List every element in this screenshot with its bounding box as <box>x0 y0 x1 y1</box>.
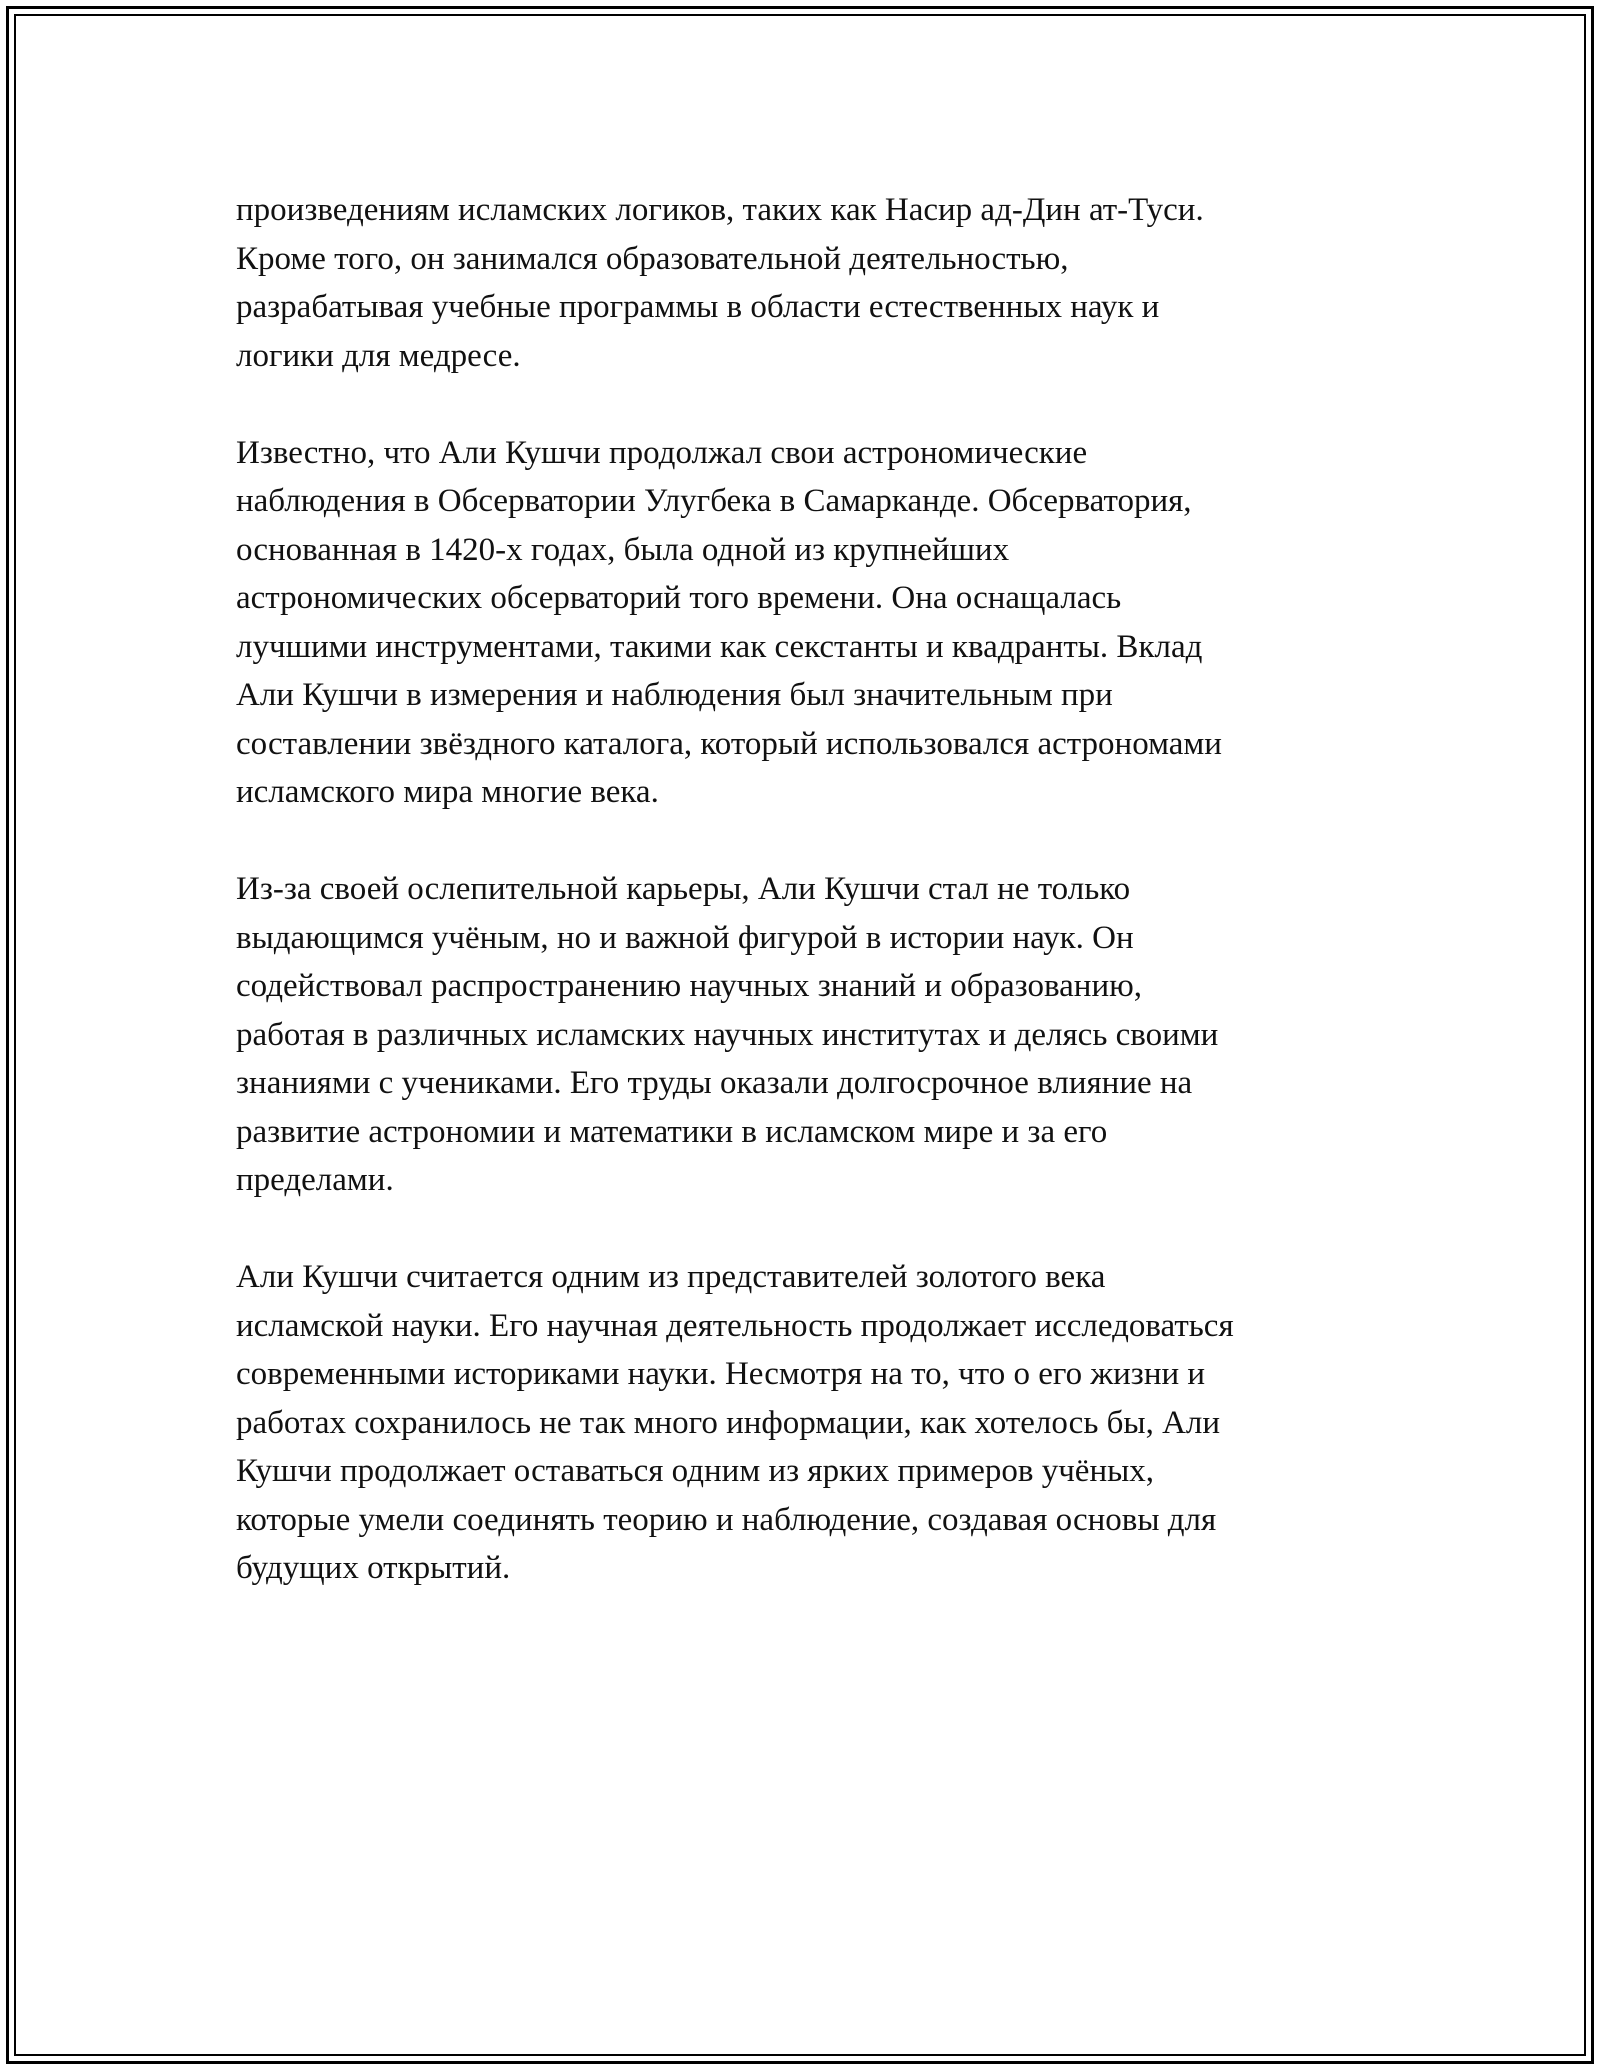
paragraph-3: Из-за своей ослепительной карьеры, Али Кушчи стал не только выдающимся учёным, но и важной фигурой в истории наук. Он содействовал распространению научных знаний и образованию, работая в различных исламских научных институтах и делясь своими знаниями с учениками. Его труды оказали долгосрочное влияние на развитие астрономии и математики в исламском мире и за его пределами. <box>236 871 1219 1198</box>
paragraph-2: Известно, что Али Кушчи продолжал свои астрономические наблюдения в Обсерватории Улугбека в Самарканде. Обсерватория, основанная в 1420-х годах, была одной из крупнейших астрономических обсерваторий того времени. Она оснащалась лучшими инструментами, такими как секстанты и квадранты. Вклад Али Кушчи в измерения и наблюдения был значительным при составлении звёздного каталога, который использовался астрономами исламского мира многие века. <box>236 434 1222 810</box>
paragraph-4: Али Кушчи считается одним из представителей золотого века исламской науки. Его научная деятельность продолжает исследоваться современными историками науки. Несмотря на то, что о его жизни и работах сохранилось не так много информации, как хотелось бы, Али Кушчи продолжает оставаться одним из ярких примеров учёных, которые умели соединять теорию и наблюдение, создавая основы для будущих открытий. <box>236 1259 1234 1586</box>
document-body <box>236 186 1376 1593</box>
paragraph-1: произведениям исламских логиков, таких как Насир ад-Дин ат-Туси. Кроме того, он занимался образовательной деятельностью, разрабатывая учебные программы в области естественных наук и логики для медресе. <box>236 192 1204 374</box>
